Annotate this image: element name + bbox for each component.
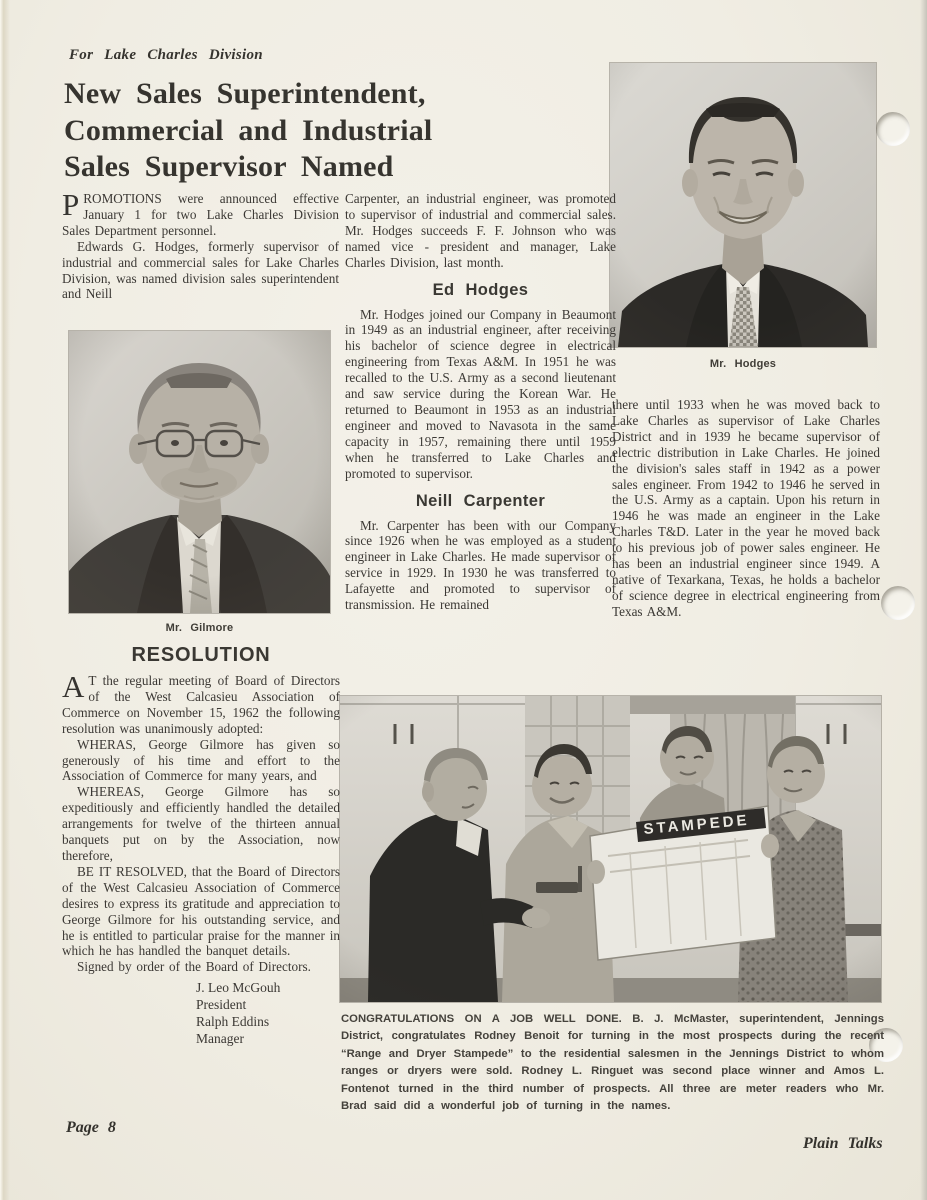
punch-hole-middle xyxy=(881,586,915,620)
page-left-edge xyxy=(0,0,10,1200)
intro-text: ROMOTIONS were announced effective January 1 for two Lake Charles Division Sales Department personnel. xyxy=(62,191,339,238)
gilmore-caption: Mr. Gilmore xyxy=(165,622,234,634)
paragraph: Carpenter, an industrial engineer, was promoted to supervisor of industrial and commercial sales. Mr. Hodges succeeds F. F. Johnson who was named vice - president and manager, Lake Charles Division, last month. xyxy=(345,191,616,270)
hodges-caption: Mr. Hodges xyxy=(709,358,777,370)
resolution-paragraph: Signed by order of the Board of Directors. xyxy=(77,959,311,975)
resolution-paragraph xyxy=(62,669,340,737)
column-2 xyxy=(345,191,616,613)
page-right-edge xyxy=(920,0,927,1200)
paragraph: Mr. Hodges joined our Company in Beaumont in 1949 as an industrial engineer, after receiving his bachelor of science degree in electrical engineering from Texas A&M. In 1951 he was recalled to the U.S. Army as a second lieutenant and saw service during the Korean War. He returned to Beaumont in 1953 as an industrial engineer and moved to Navasota in the same capacity in 1957, remaining there until 1959 when he transferred to Lake Charles and promoted to supervisor. xyxy=(345,306,616,481)
gilmore-portrait-illustration xyxy=(69,331,330,613)
signature-name: Ralph Eddins xyxy=(196,1013,270,1029)
group-photo-caption: CONGRATULATIONS ON A JOB WELL DONE. B. J. McMaster, superintendent, Jennings District, congratulates Rodney Benoit for turning in the most prospects during the recent “Range and Dryer Stampede” to the residential salesmen in the Jennings District to whom ranges or dryers were sold. Rodney L. Ringuet was second place winner and Amos L. Fontenot turned in the third number of prospects. All three are meter readers who Mr. Brad said did a wonderful job of turning in the names. xyxy=(341,1013,884,1113)
headline-line-3: Sales Supervisor Named xyxy=(64,150,394,183)
signature-name: J. Leo McGouh xyxy=(196,980,281,996)
section-kicker: For Lake Charles Division xyxy=(69,47,263,63)
punch-hole-top xyxy=(876,112,910,146)
hodges-portrait-illustration xyxy=(610,63,876,347)
hodges-photo xyxy=(610,63,876,347)
resolution-paragraph: BE IT RESOLVED, that the Board of Directors of the West Calcasieu Association of Commerce desires to express its gratitude and appreciation to George Gilmore for his outstanding service, and he is entitled to particular praise for the manner in which he has handled the banquet details. xyxy=(62,863,340,959)
headline xyxy=(64,76,524,186)
headline-line-2: Commercial and Industrial xyxy=(64,113,433,147)
resolution-heading: RESOLUTION xyxy=(131,644,271,666)
headline-line-1: New Sales Superintendent, xyxy=(64,77,426,110)
signature-title: President xyxy=(196,997,247,1013)
dropcap-a: A xyxy=(62,669,85,704)
gilmore-photo xyxy=(69,331,330,613)
signature-title: Manager xyxy=(196,1030,244,1046)
intro-paragraph xyxy=(62,187,339,239)
column-1-intro xyxy=(62,187,339,302)
resolution-paragraph: WHEREAS, George Gilmore has so expeditiously and efficiently handled the detailed arrangements for twelve of the thirteen annual banquets put on by the Association, now therefore, xyxy=(62,784,340,863)
publication-name: Plain Talks xyxy=(803,1135,883,1152)
signature-block xyxy=(196,980,340,1047)
paragraph: there until 1933 when he was moved back to Lake Charles as supervisor of Lake Charles District and in 1939 he became supervisor of electric distribution in Lake Charles. He joined the division's sales staff in 1942 as a power sales engineer. From 1942 to 1946 he served in the U.S. Army as a captain. Upon his return in 1946 he was made an engineer in the Lake Charles T&D. Later in the year he moved back to his previous job of power sales engineer. He has been an industrial engineer since 1949. A native of Texarkana, Texas, he holds a bachelor of science degree in electrical engineering from Texas A&M. xyxy=(612,397,880,619)
page-number: Page 8 xyxy=(66,1119,116,1136)
resolution-paragraph: WHERAS, George Gilmore has given so generously of his time and effort to the Association of Commerce for many years, and xyxy=(62,736,340,784)
group-photo xyxy=(340,696,881,1002)
group-photo-illustration xyxy=(340,696,881,1002)
resolution-section xyxy=(62,644,340,1047)
column-3 xyxy=(612,397,880,620)
neill-carpenter-heading: Neill Carpenter xyxy=(415,491,546,510)
dropcap-p: P xyxy=(62,187,80,222)
paragraph: Edwards G. Hodges, formerly supervisor of industrial and commercial sales for Lake Charles Division, was named division sales superintendent and Neill xyxy=(62,238,339,302)
paragraph: Mr. Carpenter has been with our Company since 1926 when he was employed as a student engineer in Lake Charles. He made supervisor of service in 1929. In 1930 he was transferred to Lafayette and promoted to supervisor of transmission. He remained xyxy=(345,517,616,613)
resolution-text: T the regular meeting of Board of Directors of the West Calcasieu Association of Commerce on November 15, 1962 the following resolution was unanimously adopted: xyxy=(62,673,340,736)
ed-hodges-heading: Ed Hodges xyxy=(432,280,529,299)
